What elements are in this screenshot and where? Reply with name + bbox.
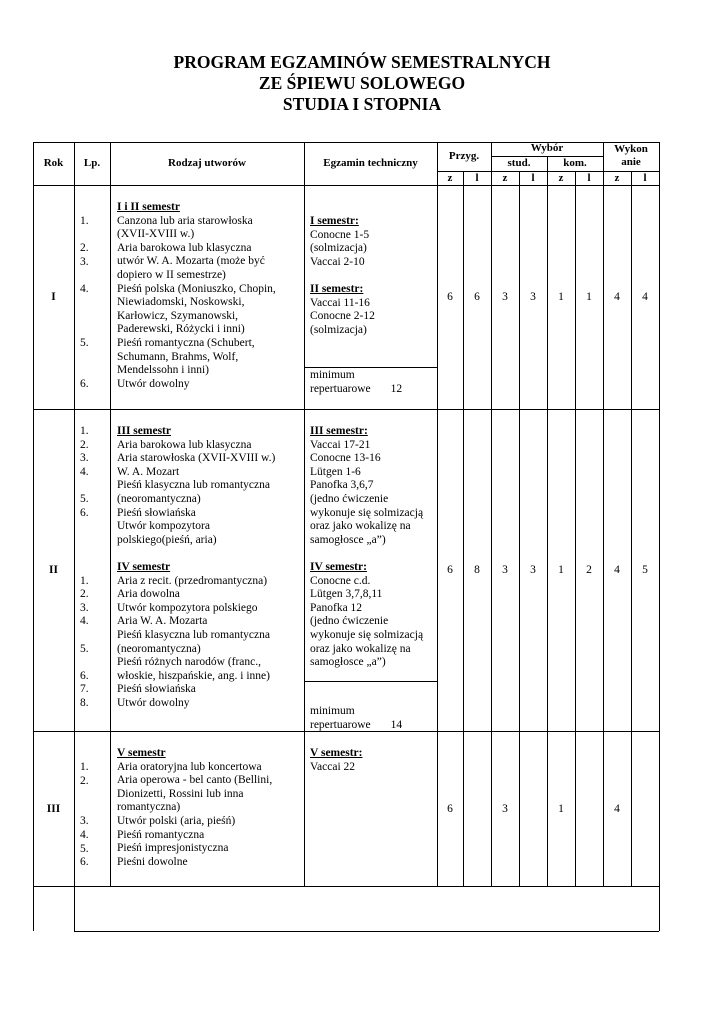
header-l: l bbox=[643, 172, 647, 184]
row-III-numbers: 1. 2. 3. 4. 5. 6. bbox=[80, 761, 89, 869]
header-stud: stud. bbox=[507, 157, 531, 169]
value-cell: 4 bbox=[642, 291, 648, 303]
value-cell: 1 bbox=[558, 564, 564, 576]
title-line-2: ZE ŚPIEWU SOLOWEGO bbox=[258, 73, 466, 93]
value-cell: 1 bbox=[558, 803, 564, 815]
row-III-exam: V semestr: Vaccai 22 bbox=[310, 747, 363, 773]
value-cell: 1 bbox=[586, 291, 592, 303]
value-cell: 3 bbox=[502, 803, 508, 815]
header-przyg: Przyg. bbox=[448, 150, 480, 162]
header-l: l bbox=[587, 172, 591, 184]
value-cell: 3 bbox=[530, 564, 536, 576]
row-rok-I: I bbox=[51, 291, 56, 303]
value-cell: 6 bbox=[447, 564, 453, 576]
value-cell: 3 bbox=[530, 291, 536, 303]
value-cell: 3 bbox=[502, 291, 508, 303]
header-z: z bbox=[614, 172, 620, 184]
row-rok-III: III bbox=[46, 803, 61, 815]
semester-heading: I i II semestr bbox=[117, 201, 180, 213]
value-cell: 8 bbox=[474, 564, 480, 576]
row-I-exam: I semestr: Conocne 1-5 (solmizacja) Vaccai 2-10 II semestr: Vaccai 11-16 Conocne 2-12 (solmizacja) bbox=[310, 215, 375, 336]
title-line-3: STUDIA I STOPNIA bbox=[282, 94, 442, 114]
header-kom: kom. bbox=[563, 157, 587, 169]
row-I-numbers: 1. 2. 3. 4. 5. 6. bbox=[80, 215, 89, 391]
value-cell: 1 bbox=[558, 291, 564, 303]
row-III-works: V semestr Aria oratoryjna lub koncertowa Aria operowa - bel canto (Bellini, Dionizetti, Rossini lub inna romantyczna) Utwór polski (aria, pieśń) Pieśń romantyczna Pieśń impresjonistyczna Pieśni dowolne bbox=[117, 747, 273, 868]
value-cell: 4 bbox=[614, 803, 620, 815]
header-lp: Lp. bbox=[83, 157, 101, 169]
title-line-1: PROGRAM EGZAMINÓW SEMESTRALNYCH bbox=[173, 52, 551, 72]
row-rok-II: II bbox=[49, 564, 58, 576]
value-cell: 4 bbox=[614, 564, 620, 576]
header-l: l bbox=[531, 172, 535, 184]
row-II-minimum: minimum repertuarowe 14 bbox=[310, 705, 403, 731]
header-l: l bbox=[475, 172, 479, 184]
value-cell: 2 bbox=[586, 564, 592, 576]
header-wykonanie-2: anie bbox=[621, 156, 641, 168]
header-wykonanie-1: Wykon bbox=[614, 143, 648, 155]
row-I-minimum: minimum repertuarowe 12 bbox=[310, 369, 403, 395]
value-cell: 5 bbox=[642, 564, 648, 576]
row-II-numbers: 1. 2. 3. 4. 5. 6. 1. 2. 3. 4. 5. 6. 7. 8. bbox=[80, 425, 89, 709]
row-I-works: I i II semestr Canzona lub aria starowłoska (XVII-XVIII w.) Aria barokowa lub klasyczna utwór W. A. Mozarta (może być dopiero w II semestrze) Pieśń polska (Moniuszko, Chopin, Niewiadomski, Noskowski, Karłowicz, Szymanowski, Paderewski, Różycki i inni) Pieśń romantyczna (Schubert, Schumann, Brahms, Wolf, Mendelssohn i inni) Utwór dowolny bbox=[117, 201, 276, 390]
value-cell: 4 bbox=[614, 291, 620, 303]
value-cell: 3 bbox=[502, 564, 508, 576]
header-z: z bbox=[558, 172, 564, 184]
header-egzamin-techniczny: Egzamin techniczny bbox=[323, 157, 418, 169]
header-wybor: Wybór bbox=[530, 142, 564, 154]
header-rok: Rok bbox=[43, 157, 64, 169]
row-II-works: III semestr Aria barokowa lub klasyczna Aria starowłoska (XVII-XVIII w.) W. A. Mozart Pieśń klasyczna lub romantyczna (neoromantyczna) Pieśń słowiańska Utwór kompozytora polskiego(pieśń, aria) IV semestr Aria z recit. (przedromantyczna) Aria dowolna Utwór kompozytora polskiego Aria W. A. Mozarta Pieśń klasyczna lub romantyczna (neoromantyczna) Pieśń różnych narodów (franc., włoskie, hiszpańskie, ang. i inne) Pieśń słowiańska Utwór dowolny bbox=[117, 425, 276, 709]
row-II-exam: III semestr: Vaccai 17-21 Conocne 13-16 Lütgen 1-6 Panofka 3,6,7 (jedno ćwiczenie wykonuje się solmizacją oraz jako wokalizę na samogłosce „a”) IV semestr: Conocne c.d. Lütgen 3,7,8,11 Panofka 12 (jedno ćwiczenie wykonuje się solmizacją oraz jako wokalizę na samogłosce „a”) bbox=[310, 425, 424, 669]
value-cell: 6 bbox=[447, 291, 453, 303]
value-cell: 6 bbox=[447, 803, 453, 815]
header-z: z bbox=[447, 172, 453, 184]
header-rodzaj-utworow: Rodzaj utworów bbox=[168, 157, 246, 169]
header-z: z bbox=[502, 172, 508, 184]
value-cell: 6 bbox=[474, 291, 480, 303]
